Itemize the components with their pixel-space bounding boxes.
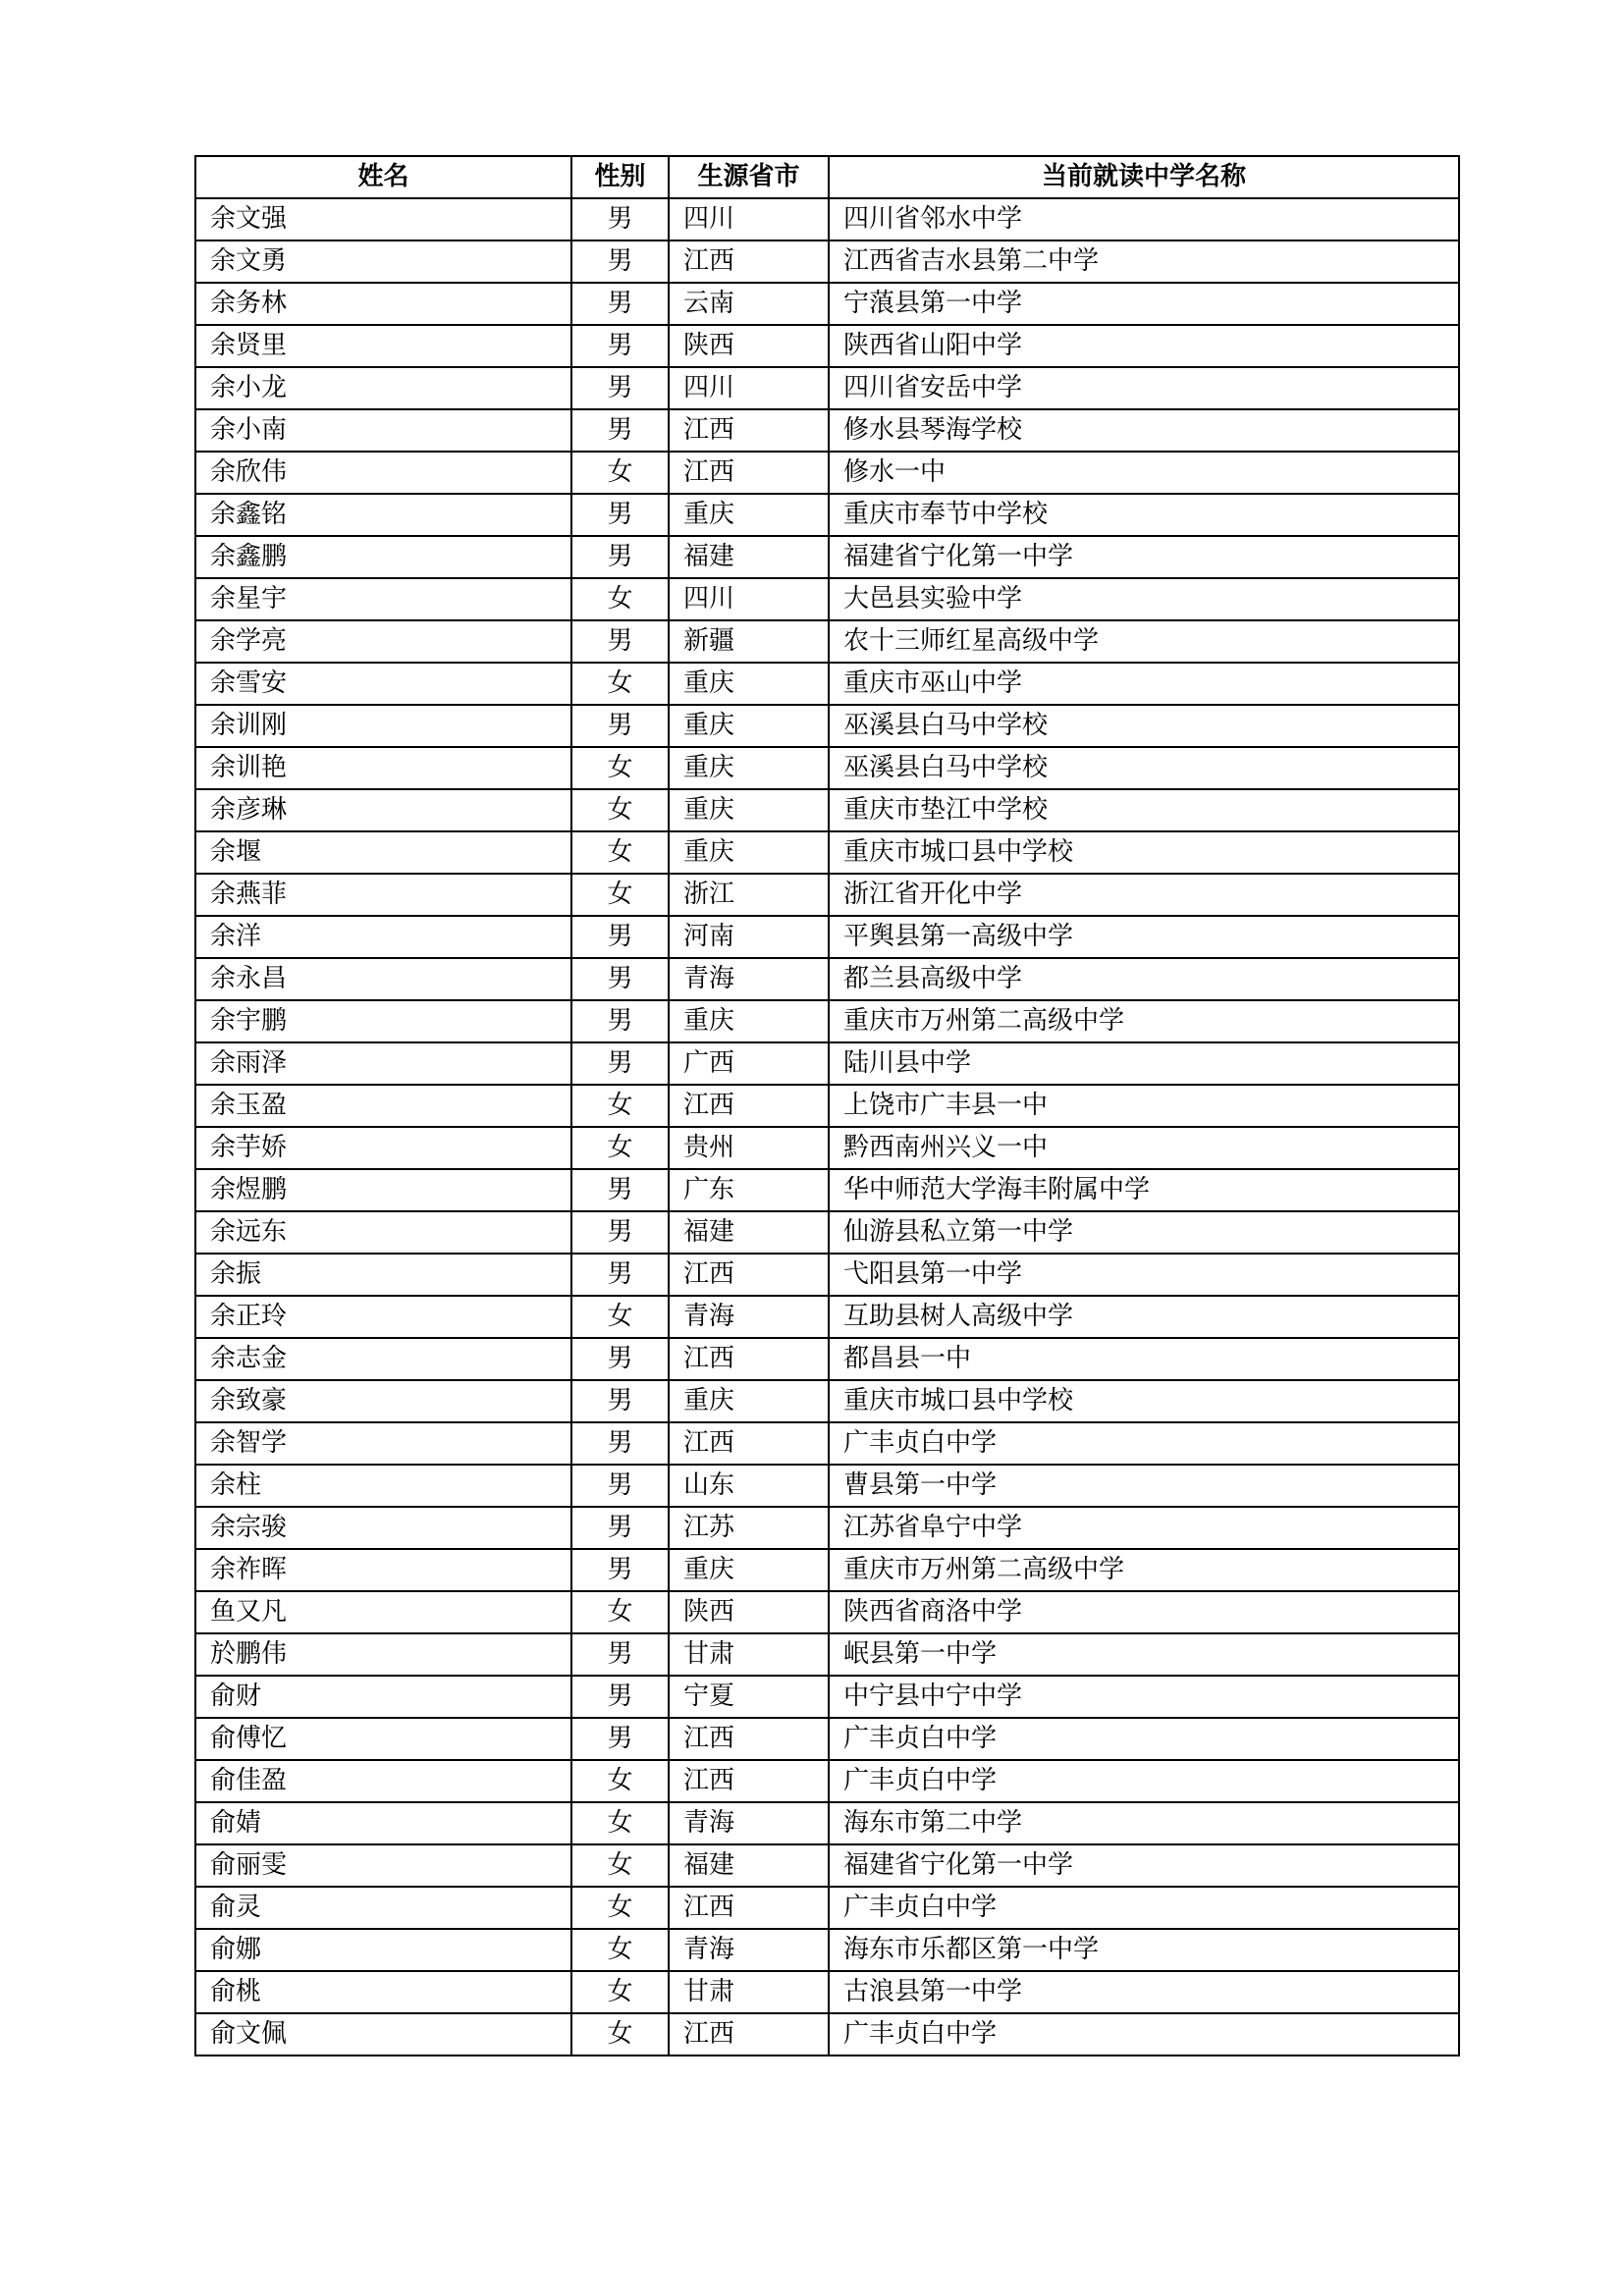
table-row — [195, 1802, 1459, 1844]
cell-school: 海东市乐都区第一中学 — [829, 1929, 1459, 1971]
cell-province: 重庆 — [669, 663, 829, 705]
cell-gender: 女 — [571, 1844, 669, 1887]
cell-school: 修水县琴海学校 — [829, 409, 1459, 452]
table-row — [195, 1000, 1459, 1042]
table-row — [195, 240, 1459, 283]
cell-province: 宁夏 — [669, 1676, 829, 1718]
cell-school: 华中师范大学海丰附属中学 — [829, 1169, 1459, 1211]
cell-gender: 男 — [571, 1549, 669, 1591]
cell-gender: 女 — [571, 1802, 669, 1844]
cell-school: 江苏省阜宁中学 — [829, 1507, 1459, 1549]
cell-province: 江西 — [669, 1254, 829, 1296]
cell-name: 余永昌 — [195, 958, 571, 1000]
cell-gender: 女 — [571, 663, 669, 705]
table-row — [195, 958, 1459, 1000]
cell-gender: 男 — [571, 409, 669, 452]
cell-school: 重庆市城口县中学校 — [829, 1380, 1459, 1422]
table-row — [195, 1844, 1459, 1887]
cell-province: 福建 — [669, 1844, 829, 1887]
cell-school: 陕西省商洛中学 — [829, 1591, 1459, 1633]
cell-name: 俞灵 — [195, 1887, 571, 1929]
cell-gender: 男 — [571, 705, 669, 747]
cell-school: 海东市第二中学 — [829, 1802, 1459, 1844]
cell-province: 广东 — [669, 1169, 829, 1211]
cell-gender: 男 — [571, 1000, 669, 1042]
table-row — [195, 663, 1459, 705]
cell-school: 互助县树人高级中学 — [829, 1296, 1459, 1338]
cell-province: 四川 — [669, 578, 829, 620]
cell-school: 中宁县中宁中学 — [829, 1676, 1459, 1718]
cell-gender: 女 — [571, 578, 669, 620]
cell-school: 农十三师红星高级中学 — [829, 620, 1459, 663]
cell-province: 四川 — [669, 198, 829, 240]
cell-name: 俞婧 — [195, 1802, 571, 1844]
cell-name: 俞丽雯 — [195, 1844, 571, 1887]
cell-school: 古浪县第一中学 — [829, 1971, 1459, 2013]
cell-gender: 女 — [571, 1887, 669, 1929]
table-row — [195, 325, 1459, 367]
cell-province: 福建 — [669, 1211, 829, 1254]
cell-name: 余务林 — [195, 283, 571, 325]
cell-province: 江西 — [669, 1338, 829, 1380]
cell-name: 余致豪 — [195, 1380, 571, 1422]
header-province: 生源省市 — [669, 156, 829, 198]
cell-province: 重庆 — [669, 747, 829, 789]
cell-province: 山东 — [669, 1465, 829, 1507]
cell-name: 俞娜 — [195, 1929, 571, 1971]
cell-name: 余小龙 — [195, 367, 571, 409]
cell-school: 重庆市奉节中学校 — [829, 494, 1459, 536]
cell-gender: 男 — [571, 1380, 669, 1422]
cell-province: 江西 — [669, 409, 829, 452]
table-row — [195, 1465, 1459, 1507]
table-row — [195, 578, 1459, 620]
cell-name: 余文强 — [195, 198, 571, 240]
cell-school: 上饶市广丰县一中 — [829, 1085, 1459, 1127]
table-header-row — [195, 156, 1459, 198]
cell-province: 陕西 — [669, 1591, 829, 1633]
cell-school: 巫溪县白马中学校 — [829, 747, 1459, 789]
table-row — [195, 494, 1459, 536]
cell-school: 广丰贞白中学 — [829, 2013, 1459, 2056]
table-row — [195, 1085, 1459, 1127]
cell-school: 重庆市万州第二高级中学 — [829, 1000, 1459, 1042]
cell-school: 广丰贞白中学 — [829, 1718, 1459, 1760]
cell-name: 余贤里 — [195, 325, 571, 367]
cell-school: 弋阳县第一中学 — [829, 1254, 1459, 1296]
cell-province: 甘肃 — [669, 1971, 829, 2013]
cell-school: 陆川县中学 — [829, 1042, 1459, 1085]
header-name: 姓名 — [195, 156, 571, 198]
cell-school: 黔西南州兴义一中 — [829, 1127, 1459, 1169]
table-row — [195, 831, 1459, 874]
table-row — [195, 283, 1459, 325]
cell-school: 陕西省山阳中学 — [829, 325, 1459, 367]
cell-province: 重庆 — [669, 831, 829, 874]
cell-province: 重庆 — [669, 1000, 829, 1042]
cell-name: 俞桃 — [195, 1971, 571, 2013]
cell-province: 江西 — [669, 240, 829, 283]
table-row — [195, 536, 1459, 578]
table-body — [195, 198, 1459, 2056]
cell-gender: 女 — [571, 1127, 669, 1169]
cell-gender: 女 — [571, 1296, 669, 1338]
cell-name: 余学亮 — [195, 620, 571, 663]
cell-gender: 男 — [571, 1676, 669, 1718]
cell-gender: 男 — [571, 1254, 669, 1296]
cell-gender: 男 — [571, 536, 669, 578]
cell-name: 余振 — [195, 1254, 571, 1296]
cell-name: 鱼又凡 — [195, 1591, 571, 1633]
cell-name: 余雨泽 — [195, 1042, 571, 1085]
cell-province: 青海 — [669, 1296, 829, 1338]
cell-name: 余远东 — [195, 1211, 571, 1254]
cell-gender: 男 — [571, 1211, 669, 1254]
table-row — [195, 1676, 1459, 1718]
cell-school: 四川省邻水中学 — [829, 198, 1459, 240]
cell-province: 重庆 — [669, 494, 829, 536]
table-row — [195, 1760, 1459, 1802]
cell-name: 余小南 — [195, 409, 571, 452]
cell-province: 福建 — [669, 536, 829, 578]
cell-name: 余志金 — [195, 1338, 571, 1380]
cell-school: 四川省安岳中学 — [829, 367, 1459, 409]
cell-gender: 女 — [571, 1971, 669, 2013]
cell-province: 陕西 — [669, 325, 829, 367]
table-row — [195, 1887, 1459, 1929]
table-row — [195, 1549, 1459, 1591]
table-row — [195, 2013, 1459, 2056]
cell-province: 江西 — [669, 1422, 829, 1465]
cell-school: 巫溪县白马中学校 — [829, 705, 1459, 747]
table-row — [195, 198, 1459, 240]
cell-province: 贵州 — [669, 1127, 829, 1169]
cell-school: 福建省宁化第一中学 — [829, 536, 1459, 578]
cell-gender: 男 — [571, 1338, 669, 1380]
cell-school: 浙江省开化中学 — [829, 874, 1459, 916]
table-row — [195, 1718, 1459, 1760]
table-row — [195, 1507, 1459, 1549]
cell-school: 修水一中 — [829, 452, 1459, 494]
cell-gender: 男 — [571, 1718, 669, 1760]
cell-province: 四川 — [669, 367, 829, 409]
cell-school: 曹县第一中学 — [829, 1465, 1459, 1507]
header-school: 当前就读中学名称 — [829, 156, 1459, 198]
cell-province: 甘肃 — [669, 1633, 829, 1676]
cell-name: 余洋 — [195, 916, 571, 958]
cell-province: 新疆 — [669, 620, 829, 663]
table-row — [195, 1254, 1459, 1296]
cell-name: 俞傅忆 — [195, 1718, 571, 1760]
cell-name: 余智学 — [195, 1422, 571, 1465]
cell-gender: 男 — [571, 240, 669, 283]
cell-school: 都昌县一中 — [829, 1338, 1459, 1380]
cell-school: 重庆市垫江中学校 — [829, 789, 1459, 831]
cell-school: 重庆市万州第二高级中学 — [829, 1549, 1459, 1591]
cell-province: 重庆 — [669, 1549, 829, 1591]
cell-school: 岷县第一中学 — [829, 1633, 1459, 1676]
table-row — [195, 1929, 1459, 1971]
cell-school: 都兰县高级中学 — [829, 958, 1459, 1000]
cell-province: 浙江 — [669, 874, 829, 916]
cell-name: 余鑫鹏 — [195, 536, 571, 578]
cell-school: 江西省吉水县第二中学 — [829, 240, 1459, 283]
cell-name: 余训刚 — [195, 705, 571, 747]
cell-school: 广丰贞白中学 — [829, 1422, 1459, 1465]
cell-gender: 男 — [571, 494, 669, 536]
cell-gender: 女 — [571, 831, 669, 874]
cell-province: 重庆 — [669, 1380, 829, 1422]
student-table — [194, 155, 1460, 2056]
table-row — [195, 1211, 1459, 1254]
cell-gender: 男 — [571, 367, 669, 409]
cell-name: 余宗骏 — [195, 1507, 571, 1549]
cell-name: 余煜鹏 — [195, 1169, 571, 1211]
cell-province: 江西 — [669, 1718, 829, 1760]
table-row — [195, 1591, 1459, 1633]
cell-province: 江苏 — [669, 1507, 829, 1549]
cell-gender: 女 — [571, 1591, 669, 1633]
cell-name: 余柱 — [195, 1465, 571, 1507]
cell-name: 余彦琳 — [195, 789, 571, 831]
cell-gender: 女 — [571, 2013, 669, 2056]
table-row — [195, 367, 1459, 409]
cell-province: 江西 — [669, 1887, 829, 1929]
cell-gender: 女 — [571, 1929, 669, 1971]
cell-name: 余芋娇 — [195, 1127, 571, 1169]
table-row — [195, 452, 1459, 494]
cell-gender: 男 — [571, 1042, 669, 1085]
cell-gender: 女 — [571, 789, 669, 831]
cell-school: 重庆市城口县中学校 — [829, 831, 1459, 874]
cell-school: 大邑县实验中学 — [829, 578, 1459, 620]
cell-province: 江西 — [669, 1085, 829, 1127]
cell-name: 余训艳 — [195, 747, 571, 789]
cell-gender: 男 — [571, 198, 669, 240]
cell-name: 余正玲 — [195, 1296, 571, 1338]
cell-name: 余燕菲 — [195, 874, 571, 916]
cell-school: 仙游县私立第一中学 — [829, 1211, 1459, 1254]
cell-name: 余雪安 — [195, 663, 571, 705]
cell-province: 云南 — [669, 283, 829, 325]
table-row — [195, 1971, 1459, 2013]
cell-province: 青海 — [669, 1929, 829, 1971]
table-row — [195, 620, 1459, 663]
table-row — [195, 789, 1459, 831]
cell-province: 青海 — [669, 958, 829, 1000]
cell-province: 广西 — [669, 1042, 829, 1085]
cell-school: 广丰贞白中学 — [829, 1887, 1459, 1929]
cell-school: 福建省宁化第一中学 — [829, 1844, 1459, 1887]
cell-gender: 男 — [571, 1422, 669, 1465]
table-row — [195, 1380, 1459, 1422]
header-gender: 性别 — [571, 156, 669, 198]
cell-gender: 男 — [571, 1507, 669, 1549]
cell-name: 余鑫铭 — [195, 494, 571, 536]
cell-school: 平舆县第一高级中学 — [829, 916, 1459, 958]
cell-province: 青海 — [669, 1802, 829, 1844]
cell-province: 江西 — [669, 1760, 829, 1802]
cell-province: 河南 — [669, 916, 829, 958]
cell-name: 余堰 — [195, 831, 571, 874]
cell-gender: 男 — [571, 283, 669, 325]
table-row — [195, 747, 1459, 789]
cell-gender: 男 — [571, 958, 669, 1000]
table-row — [195, 1042, 1459, 1085]
cell-gender: 男 — [571, 916, 669, 958]
cell-school: 广丰贞白中学 — [829, 1760, 1459, 1802]
cell-name: 於鹏伟 — [195, 1633, 571, 1676]
table-row — [195, 1127, 1459, 1169]
cell-name: 余玉盈 — [195, 1085, 571, 1127]
cell-gender: 女 — [571, 1085, 669, 1127]
table-row — [195, 705, 1459, 747]
cell-province: 江西 — [669, 2013, 829, 2056]
table-row — [195, 409, 1459, 452]
cell-name: 余星宇 — [195, 578, 571, 620]
cell-gender: 男 — [571, 620, 669, 663]
cell-province: 重庆 — [669, 705, 829, 747]
cell-gender: 女 — [571, 874, 669, 916]
table-row — [195, 1296, 1459, 1338]
cell-province: 重庆 — [669, 789, 829, 831]
table-row — [195, 1422, 1459, 1465]
cell-name: 余祚晖 — [195, 1549, 571, 1591]
cell-gender: 女 — [571, 747, 669, 789]
cell-gender: 女 — [571, 452, 669, 494]
cell-gender: 男 — [571, 1169, 669, 1211]
cell-name: 俞财 — [195, 1676, 571, 1718]
cell-gender: 男 — [571, 325, 669, 367]
table-row — [195, 1338, 1459, 1380]
cell-gender: 男 — [571, 1633, 669, 1676]
cell-school: 重庆市巫山中学 — [829, 663, 1459, 705]
table-row — [195, 916, 1459, 958]
cell-name: 俞佳盈 — [195, 1760, 571, 1802]
cell-name: 余文勇 — [195, 240, 571, 283]
cell-gender: 女 — [571, 1760, 669, 1802]
table-row — [195, 1169, 1459, 1211]
table-row — [195, 874, 1459, 916]
cell-name: 俞文佩 — [195, 2013, 571, 2056]
cell-name: 余欣伟 — [195, 452, 571, 494]
table-row — [195, 1633, 1459, 1676]
cell-school: 宁蒗县第一中学 — [829, 283, 1459, 325]
cell-gender: 男 — [571, 1465, 669, 1507]
cell-name: 余宇鹏 — [195, 1000, 571, 1042]
cell-province: 江西 — [669, 452, 829, 494]
